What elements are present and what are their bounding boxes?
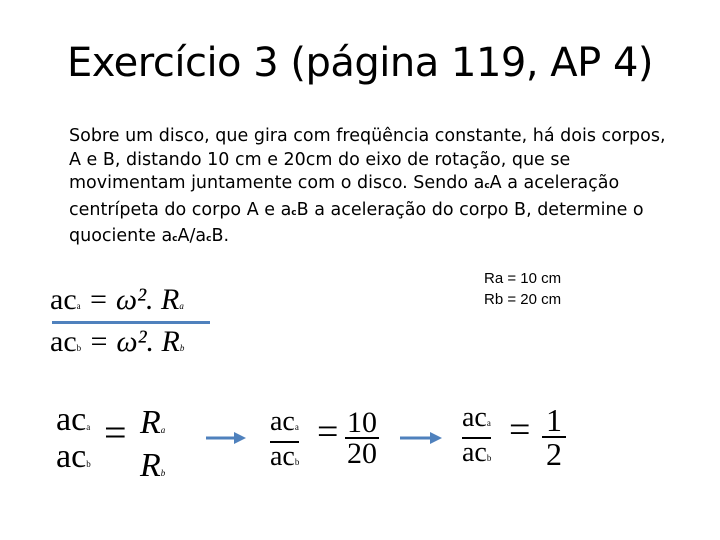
line-text: A e B, distando 10 cm e 20cm do eixo de rotação, que se	[69, 149, 571, 170]
subscript-a: a	[86, 422, 91, 432]
ac-symbol: ac	[50, 283, 77, 316]
equation-ratio-values	[270, 408, 390, 478]
subscript-a: a	[294, 422, 299, 432]
subscript-c: c	[484, 181, 490, 191]
ac-symbol: ac	[270, 441, 295, 472]
subscript-a: a	[160, 425, 166, 435]
numerator: 10	[347, 406, 377, 439]
ac-symbol: ac	[270, 406, 295, 437]
line-text: B.	[211, 226, 230, 246]
subscript-b: b	[486, 453, 492, 463]
line-text: A	[489, 173, 502, 193]
given-values	[484, 268, 561, 310]
paragraph-line	[69, 225, 689, 252]
omega-r-expression: = ω². R	[88, 325, 180, 358]
ac-symbol: ac	[462, 402, 487, 433]
paragraph-line	[69, 199, 689, 226]
r-ratio	[140, 405, 165, 491]
denominator: 20	[347, 437, 377, 470]
subscript-b: b	[179, 343, 185, 353]
ac-ratio	[56, 401, 91, 479]
subscript-a: a	[76, 301, 81, 311]
subscript-a: a	[179, 301, 184, 311]
equation-numerator	[50, 282, 184, 324]
r-symbol: R	[140, 447, 161, 484]
equals-sign: =	[509, 409, 531, 451]
line-text: a aceleração	[501, 173, 620, 193]
subscript-b: b	[76, 343, 82, 353]
equals-sign: =	[104, 410, 127, 455]
ac-ratio	[270, 408, 299, 476]
subscript-b: b	[86, 459, 91, 469]
ac-symbol: ac	[50, 325, 77, 358]
equation-ratio-result	[462, 404, 572, 474]
equation-denominator	[50, 324, 184, 366]
equation-ratio-radii	[56, 401, 186, 485]
ac-symbol: ac	[462, 437, 487, 468]
slide-title: Exercício 3 (página 119, AP 4)	[66, 40, 654, 86]
subscript-c: c	[206, 234, 212, 244]
line-text: centrípeta do corpo A e a	[69, 199, 292, 220]
line-text: Sobre um disco, que gira com freqüência constante, há dois corpos,	[69, 126, 666, 146]
subscript-c: c	[172, 234, 178, 244]
line-text: quociente a	[69, 226, 173, 246]
radius-a: Ra = 10 cm	[484, 270, 562, 287]
equation-ratio-formula	[50, 282, 220, 362]
line-text: B	[296, 199, 309, 220]
denominator: 2	[546, 436, 562, 472]
problem-statement	[69, 125, 689, 252]
line-text: a aceleração do corpo B, determine o	[308, 199, 644, 220]
paragraph-line	[69, 125, 689, 149]
numeric-ratio	[542, 404, 566, 470]
subscript-a: a	[486, 418, 491, 428]
arrow-right-icon	[206, 431, 246, 445]
ac-symbol: ac	[56, 438, 87, 475]
numerator: 1	[542, 404, 566, 438]
numeric-ratio	[345, 408, 379, 468]
paragraph-line	[69, 172, 689, 199]
subscript-b: b	[160, 468, 166, 478]
arrow-right-icon	[400, 431, 442, 445]
line-text: A/a	[177, 226, 207, 246]
subscript-c: c	[291, 207, 297, 218]
subscript-b: b	[294, 457, 300, 467]
paragraph-line	[69, 149, 689, 173]
equals-sign: =	[317, 411, 339, 453]
line-text: movimentam juntamente com o disco. Sendo a	[69, 173, 485, 193]
omega-r-expression: = ω². R	[88, 283, 180, 316]
radius-b: Rb = 20 cm	[484, 291, 562, 308]
ac-symbol: ac	[56, 401, 87, 438]
r-symbol: R	[140, 404, 161, 441]
ac-ratio	[462, 404, 491, 472]
